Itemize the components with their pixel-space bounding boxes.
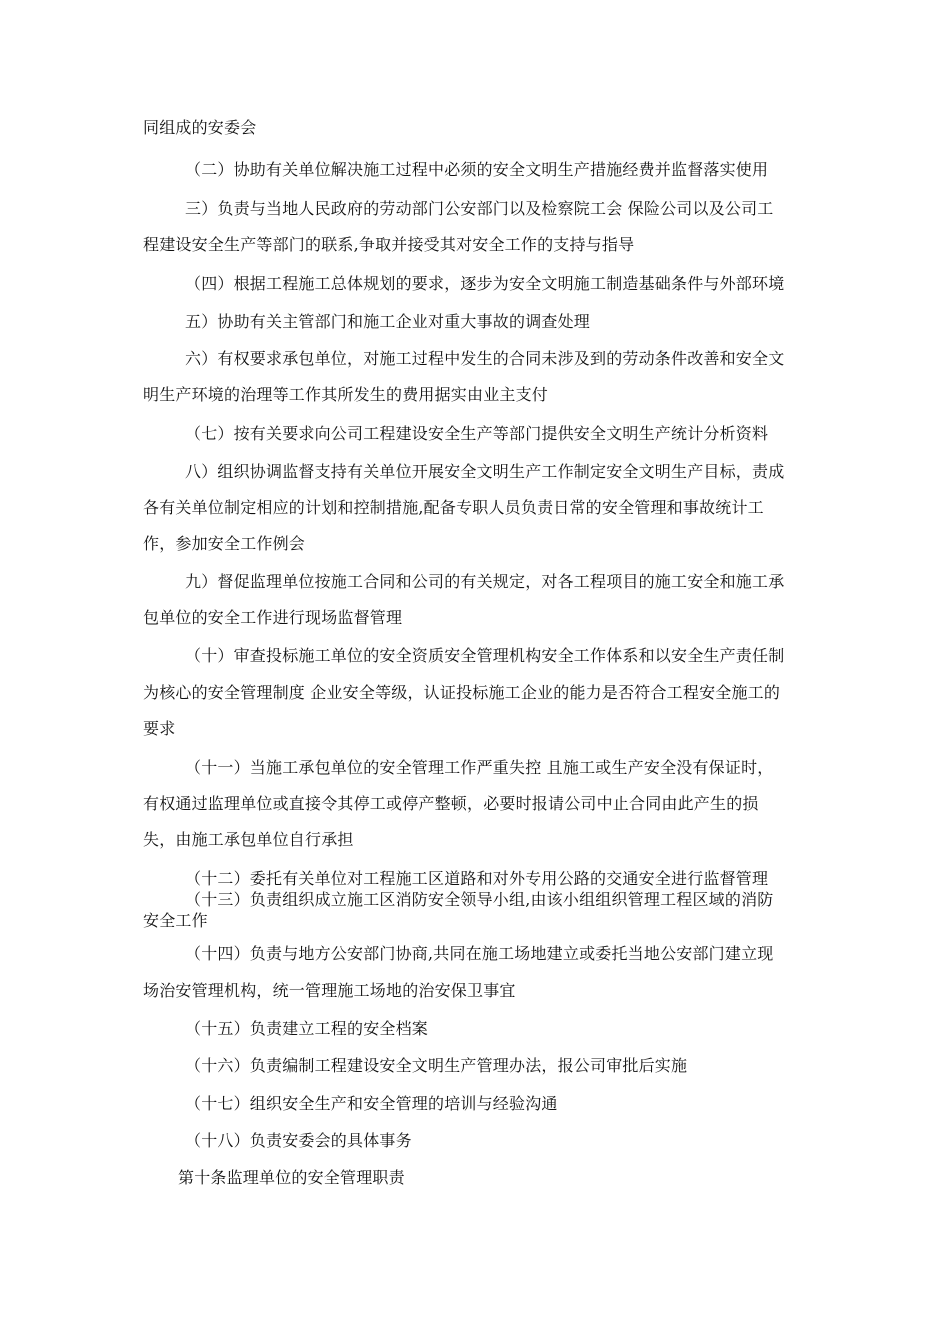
text-line: （十七）组织安全生产和安全管理的培训与经验沟通 xyxy=(185,1094,558,1113)
text-line: （十三）负责组织成立施工区消防安全领导小组,由该小组组织管理工程区域的消防 xyxy=(185,890,774,909)
text-line: 同组成的安委会 xyxy=(143,118,257,137)
text-line: （二）协助有关单位解决施工过程中必须的安全文明生产措施经费并监督落实使用 xyxy=(185,160,769,179)
text-line: 各有关单位制定相应的计划和控制措施,配备专职人员负责日常的安全管理和事故统计工 xyxy=(143,498,764,517)
text-line: （四）根据工程施工总体规划的要求，逐步为安全文明施工制造基础条件与外部环境 xyxy=(185,274,785,293)
text-line: （十一）当施工承包单位的安全管理工作严重失控 且施工或生产安全没有保证时， xyxy=(185,758,774,777)
text-line: 明生产环境的治理等工作其所发生的费用据实由业主支付 xyxy=(143,385,549,404)
text-line: 为核心的安全管理制度 企业安全等级，认证投标施工企业的能力是否符合工程安全施工的 xyxy=(143,683,781,702)
text-line: （十六）负责编制工程建设安全文明生产管理办法，报公司审批后实施 xyxy=(185,1056,688,1075)
text-line: 有权通过监理单位或直接令其停工或停产整顿，必要时报请公司中止合同由此产生的损 xyxy=(143,794,759,813)
text-line: （十二）委托有关单位对工程施工区道路和对外专用公路的交通安全进行监督管理 xyxy=(185,869,769,888)
text-line: 要求 xyxy=(143,719,176,738)
text-line: 安全工作 xyxy=(143,911,208,930)
text-line: 作，参加安全工作例会 xyxy=(143,534,306,553)
text-line: 失，由施工承包单位自行承担 xyxy=(143,830,354,849)
text-line: （七）按有关要求向公司工程建设安全生产等部门提供安全文明生产统计分析资料 xyxy=(185,424,769,443)
text-line: 八）组织协调监督支持有关单位开展安全文明生产工作制定安全文明生产目标，责成 xyxy=(185,462,785,481)
text-line: 五）协助有关主管部门和施工企业对重大事故的调查处理 xyxy=(185,312,591,331)
text-line: 三）负责与当地人民政府的劳动部门公安部门以及检察院工会 保险公司以及公司工 xyxy=(185,199,774,218)
text-line: 九）督促监理单位按施工合同和公司的有关规定，对各工程项目的施工安全和施工承 xyxy=(185,572,785,591)
text-line: （十八）负责安委会的具体事务 xyxy=(185,1131,412,1150)
text-line: （十五）负责建立工程的安全档案 xyxy=(185,1019,429,1038)
section-heading: 第十条监理单位的安全管理职责 xyxy=(178,1168,405,1187)
text-line: 场治安管理机构，统一管理施工场地的治安保卫事宜 xyxy=(143,981,516,1000)
text-line: 程建设安全生产等部门的联系,争取并接受其对安全工作的支持与指导 xyxy=(143,235,635,254)
text-line: （十四）负责与地方公安部门协商,共同在施工场地建立或委托当地公安部门建立现 xyxy=(185,944,774,963)
text-line: 六）有权要求承包单位，对施工过程中发生的合同未涉及到的劳动条件改善和安全文 xyxy=(185,349,785,368)
text-line: 包单位的安全工作进行现场监督管理 xyxy=(143,608,403,627)
text-line: （十）审查投标施工单位的安全资质安全管理机构安全工作体系和以安全生产责任制 xyxy=(185,646,785,665)
